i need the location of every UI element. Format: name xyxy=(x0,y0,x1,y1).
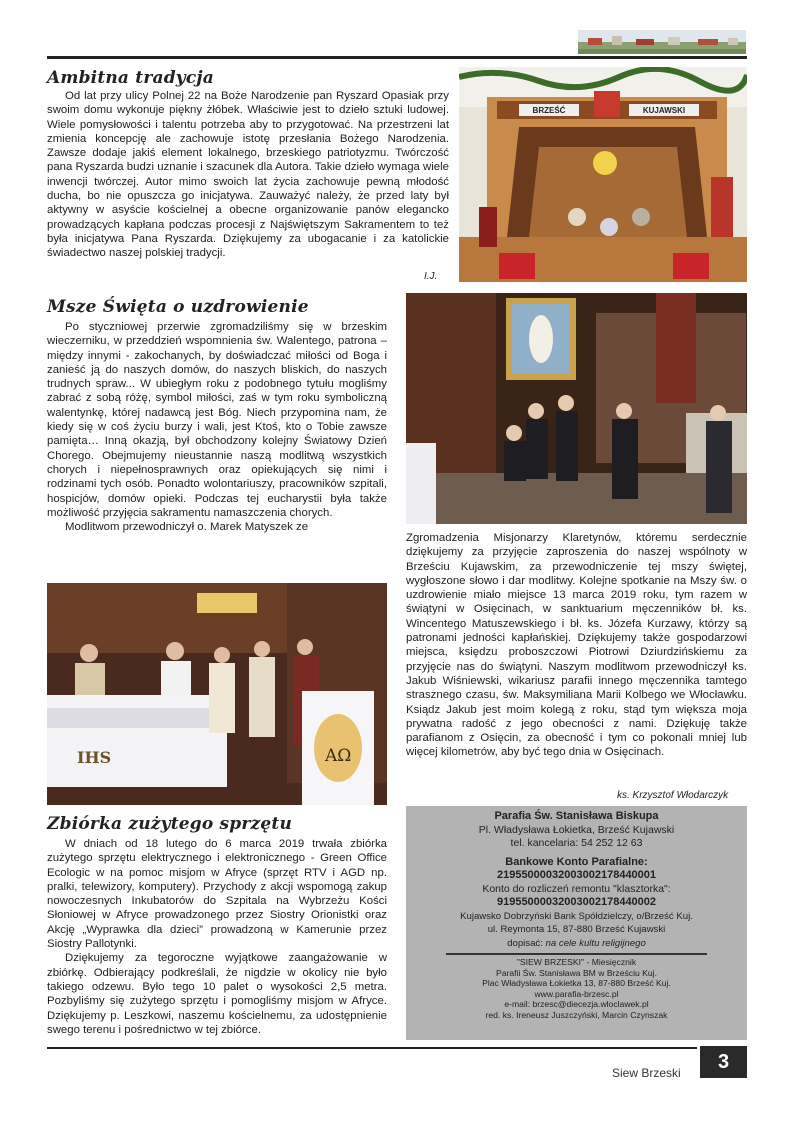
renovation-account-label: Konto do rozliczeń remontu "klasztorka": xyxy=(482,882,671,895)
sign-brzesc: BRZEŚĆ xyxy=(532,106,566,115)
sign-kujawski: KUJAWSKI xyxy=(642,106,686,115)
bottom-rule xyxy=(47,1047,697,1049)
parish-name: Parafia Św. Stanisława Biskupa xyxy=(494,810,659,822)
signature: ks. Krzysztof Włodarczyk xyxy=(617,790,729,801)
article-paragraph: Dziękujemy za tegoroczne wyjątkowe zaangażowanie w zbiórkę. Odbierający podkreślali, że nigdzie w okolicy nie było takiego odzewu. Było tego 10 palet o wysokości 2,5 metra. Pozbyliśmy się zużytego sprzętu i pomogliśmy misjom w Afryce. Dziękujemy p. Leszkowi, naszemu kościelnemu, za udostępnienie swego terenu i pośrednictwo w tej zbiórce. xyxy=(47,952,387,1036)
publication-address: Plac Władysława Łokietka 13, 87-880 Brześć Kuj. xyxy=(482,978,671,989)
nativity-scene-photo xyxy=(459,67,747,282)
article-body-ambitna-tradycja xyxy=(47,89,449,261)
publication-editors: red. ks. Ireneusz Juszczyński, Marcin Czynszak xyxy=(485,1009,668,1020)
article-paragraph: Od lat przy ulicy Polnej 22 na Boże Narodzenie pan Ryszard Opasiak przy swoim domu wykonuje piękny żłóbek. Właściwie jest to dzieło sztuki ludowej. Wiele pomysłowości i talentu potrzeba aby to przygotować. Na przestrzeni lat zmienia koncepcję ale zachowuje istotę przesłania Bożego Narodzenia. Zawsze dodaje jakiś element lokalnego, brzeskiego patriotyzmu. Twórczość pana Ryszarda budzi uznanie i szacunek dla Autora. Takie dzieło wymaga wiele inwencji twórczej. Autor mimo swoich lat życia zachowuje pewną młodość ducha, bo nie opuszcza go inicjatywa. Zauważyć należy, że przed laty był aktywny w asyście kościelnej a obecne organizowanie panów elegancko prowadzących kapłana podczas procesji z Najświętszym Sakramentem to też była inicjatywa Pana Ryszarda. Dziękujemy za ubogacanie i za katolickie świadectwo naszej polskiej tradycji. xyxy=(47,90,449,260)
publication-email: e-mail: brzesc@diecezja.wloclawek.pl xyxy=(504,999,649,1010)
parish-phone: tel. kancelaria: 54 252 12 63 xyxy=(510,837,643,849)
bank-account-label: Bankowe Konto Parafialne: xyxy=(505,855,648,868)
donation-note-prefix: dopisać: xyxy=(507,937,543,949)
article-title-ambitna-tradycja: Ambitna tradycja xyxy=(47,68,214,88)
music-ministry-photo xyxy=(406,293,747,524)
signature: I.J. xyxy=(424,271,438,282)
footer-publication-name: Siew Brzeski xyxy=(612,1066,681,1080)
donation-note xyxy=(406,937,747,951)
publication-name: "SIEW BRZESKI" - Miesięcznik xyxy=(516,957,637,967)
article-body-zbiorka xyxy=(47,837,387,1037)
article-paragraph: Zgromadzenia Misjonarzy Klaretynów, któremu serdecznie dziękujemy za przyjęcie zaproszenia do naszej wspólnoty w Brześciu Kujawskim, za przewodniczenie tej mszy świętej, wygłoszone słowo i dar modlitwy. Kolejne spotkanie na Mszy św. o uzdrowienie miało miejsce 13 marca 2019 roku, tym razem w świątyni w Osięcinach, w sanktuarium męczenników bł. ks. Wincentego Matuszewskiego i bł. ks. Józefa Kurzawy, którzy są patronami jedności kapłańskiej. Dziękujemy także gospodarzowi miejsca, księdzu proboszczowi Piotrowi Dziurdzińskiemu za przyjęcie nas do świątyni. Naszym modlitwom przewodniczył ks. Jakub Wiśniewski, wikariusz parafii innego męczennika tamtego strasznego czasu, św. Maksymiliana Marii Kolbego we Włocławku. Ksiądz Jakub jest moim kolegą z roku, stąd tym większa moja prywatna radość z jego obecności z nami. Dziękuję także parafianom z Osięcin, za obecność i tym co pokonali mniej lub więcej kilometrów, aby być tego dnia w Osięcinach. xyxy=(406,532,747,759)
infobox-divider xyxy=(446,953,707,955)
article-paragraph: W dniach od 18 lutego do 6 marca 2019 trwała zbiórka zużytego sprzętu elektrycznego i elektronicznego - Green Office Ecologic w na pomoc misjom w Afryce (sprzęt RTV i AGD np. pralki, telewizory, komputery). Przychody z akcji wspomogą zakup nowoczesnych Inkubatorów do Szpitala na Wybrzeżu Kości Słoniowej w Afryce prowadzonego przez Siostry Orionistki oraz Akcję „Wyprawka dla dzieci” prowadzoną w Kamerunie przez Siostry Pallotynki. xyxy=(47,838,387,951)
article-paragraph: Po styczniowej przerwie zgromadziliśmy się w brzeskim wieczerniku, w przeddzień wspomnienia św. Walentego, patrona – między innymi - zakochanych, by doświadczać miłości od Boga i zanieść ją do naszych domów, do naszych bliskich, do naszych trudnych spraw... W ubiegłym roku z podobnego tytułu mogliśmy zabrać z sobą różę, symbol miłości, zaś w tym roku symboliczną walentynkę, której nadawcą jest Bóg. Niech przypomina nam, że kiedy się w coś życiu burzy i wali, jest Ktoś, kto o Tobie zawsze pamięta… Inną okazją, był obchodzony kolejny Światowy Dzień Chorego. Obejmujemy nieustannie naszą modlitwą wszystkich chorych i niepełnosprawnych oraz opiekujących się nimi i rodzinami tych osób. Ponadto wolontariuszy, pracowników szpitali, hospicjów, domów opieki. Podczas tej eucharystii była także możliwość przyjęcia sakramentu namaszczenia chorych. xyxy=(47,321,387,519)
bank-account-number: 21955000032003002178440001 xyxy=(496,869,657,881)
publication-website: www.parafia-brzesc.pl xyxy=(534,988,619,999)
article-title-zbiorka: Zbiórka zużytego sprzętu xyxy=(47,814,293,834)
renovation-account-number: 91955000032003002178440002 xyxy=(496,896,657,908)
altar-ihs-monogram: IHS xyxy=(77,748,112,767)
page-number: 3 xyxy=(700,1046,747,1078)
bank-address: ul. Reymonta 15, 87-880 Brześć Kujawski xyxy=(487,924,666,935)
article-title-msze-swieta: Msze Święta o uzdrowienie xyxy=(47,297,309,317)
parish-info-box xyxy=(406,806,747,1040)
article-body-msze-right xyxy=(406,531,747,760)
parish-address: Pl. Władysława Łokietka, Brześć Kujawski xyxy=(478,823,675,836)
article-paragraph: Modlitwom przewodniczył o. Marek Matyszek ze xyxy=(65,521,309,534)
article-body-msze-left xyxy=(47,320,387,534)
header-landscape-image xyxy=(578,30,746,54)
publication-parish: Parafii Św. Stanisława BM w Brześciu Kuj. xyxy=(496,967,657,978)
bank-name: Kujawsko Dobrzyński Bank Spółdzielczy, o/Brześć Kuj. xyxy=(460,910,693,922)
donation-note-text: na cele kultu religijnego xyxy=(545,937,646,949)
top-rule xyxy=(47,56,747,59)
holy-mass-photo xyxy=(47,583,387,805)
ambo-alpha-omega: AΩ xyxy=(325,746,352,766)
